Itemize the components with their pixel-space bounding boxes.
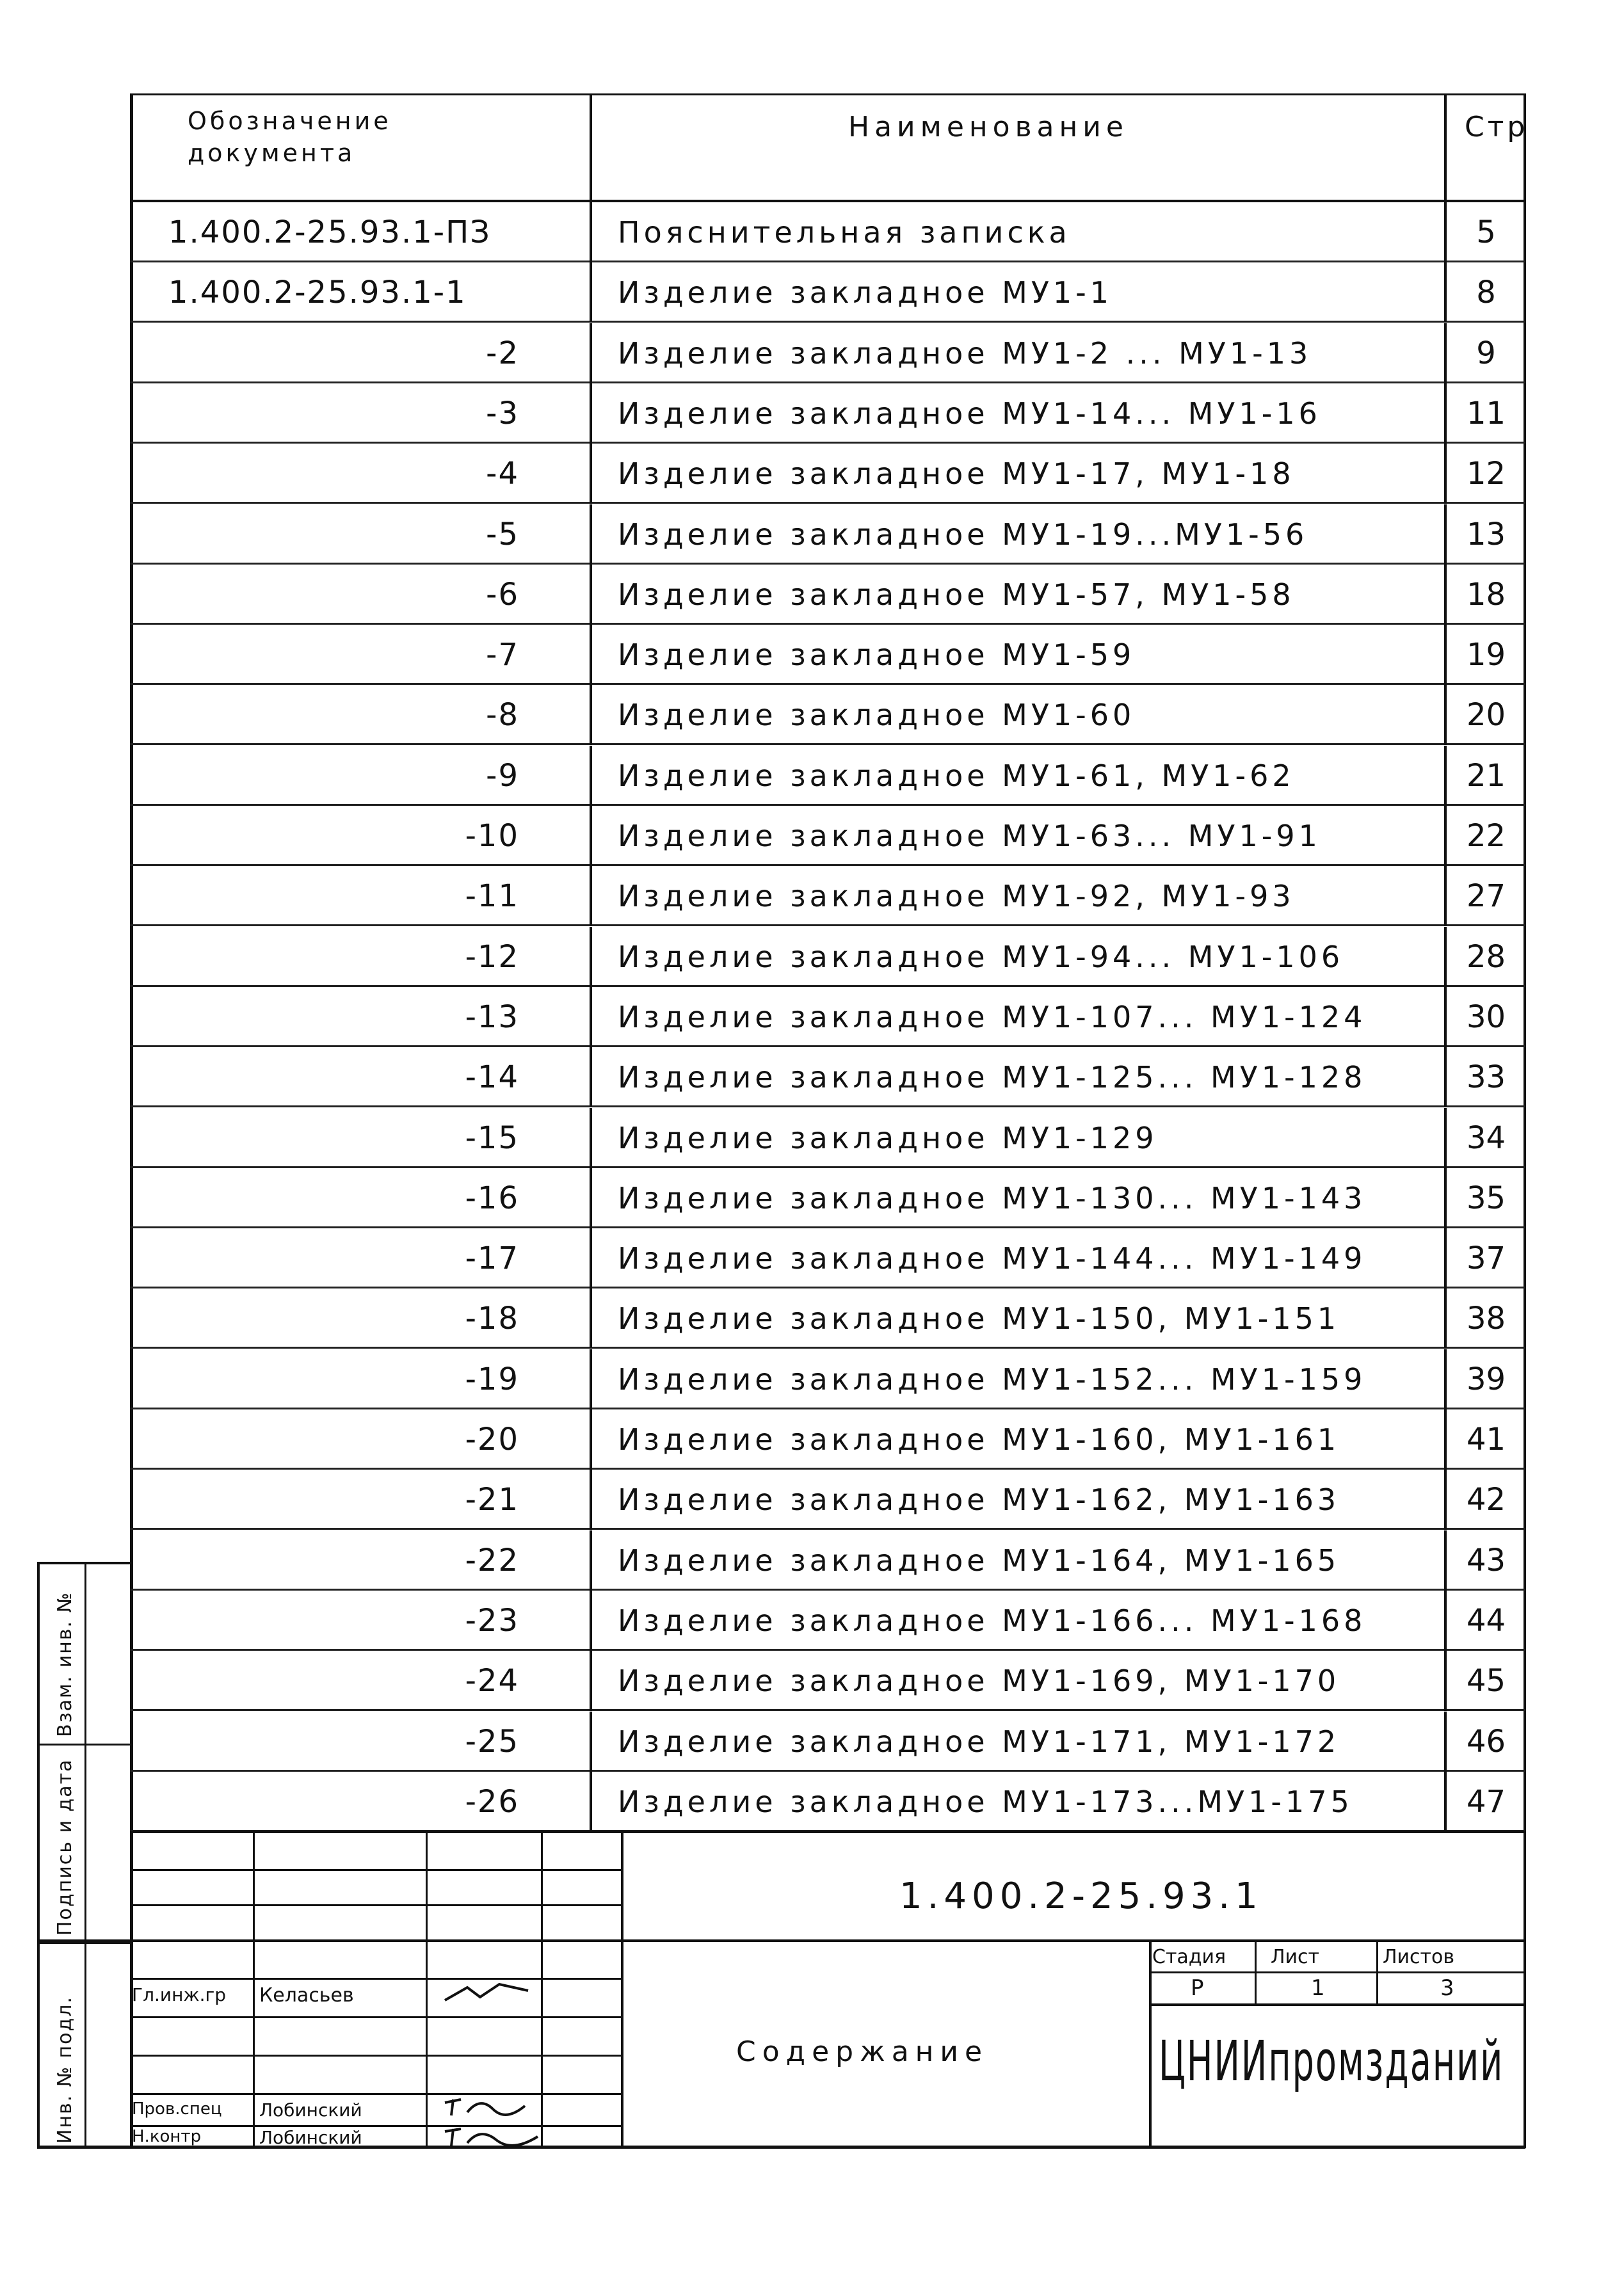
table-row (130, 1591, 1525, 1651)
doc-code-cell: -18 (130, 1288, 592, 1349)
table-row (130, 504, 1525, 565)
page-number-cell: 18 (1466, 576, 1506, 613)
table-row (130, 444, 1525, 504)
item-name-cell: Изделие закладное МУ1-166... МУ1-168 (592, 1591, 1447, 1651)
table-row (130, 262, 1525, 323)
tb-code: 1.400.2-25.93.1 (899, 1875, 1263, 1917)
item-name-cell: Изделие закладное МУ1-144... МУ1-149 (592, 1228, 1447, 1288)
tb-mid-line (37, 1939, 1525, 1942)
header-name-cell (592, 93, 1447, 202)
doc-code-cell: -20 (130, 1409, 592, 1470)
item-name-cell: Изделие закладное МУ1-129 (592, 1108, 1447, 1168)
tb-org: ЦНИИпромзданий (1159, 2029, 1504, 2094)
item-name-cell: Изделие закладное МУ1-92, МУ1-93 (592, 866, 1447, 926)
doc-code-cell: -22 (130, 1530, 592, 1591)
tb-line (1149, 1971, 1525, 1973)
page-number-cell: 12 (1466, 456, 1506, 492)
table-row (130, 1349, 1525, 1409)
page-number-cell: 5 (1476, 214, 1496, 250)
page-number-cell: 19 (1466, 637, 1506, 673)
tb-sheets: 3 (1440, 1975, 1454, 2001)
table-row (130, 1772, 1525, 1832)
item-name-cell: Изделие закладное МУ1-94... МУ1-106 (592, 927, 1447, 987)
page-number-cell: 45 (1466, 1663, 1506, 1699)
tb-title: Содержание (736, 2035, 989, 2068)
doc-code-cell: -14 (130, 1047, 592, 1107)
page-number-cell: 47 (1466, 1783, 1506, 1820)
page-number-cell: 22 (1466, 818, 1506, 854)
doc-code-cell: -16 (130, 1168, 592, 1228)
page-number-cell: 46 (1466, 1723, 1506, 1760)
doc-code-cell: 1.400.2-25.93.1-1 (130, 262, 592, 323)
table-row (130, 746, 1525, 806)
page-number-cell: 27 (1466, 878, 1506, 915)
table-row (130, 1712, 1525, 1772)
page-number-cell: 42 (1466, 1482, 1506, 1518)
page-number-cell: 43 (1466, 1542, 1506, 1578)
tb-vline (426, 1831, 428, 2147)
page-number-cell: 28 (1466, 938, 1506, 975)
item-name-cell: Изделие закладное МУ1-63... МУ1-91 (592, 806, 1447, 866)
frame-top (130, 93, 1525, 95)
page-number-cell: 9 (1476, 335, 1496, 371)
header-page-cell (1447, 93, 1529, 202)
tb-line (130, 2055, 623, 2057)
side-podpis-data: Подпись и дата (54, 1758, 76, 1936)
item-name-cell: Изделие закладное МУ1-17, МУ1-18 (592, 444, 1447, 504)
tb-person: Лобинский (259, 2099, 362, 2121)
table-row (130, 383, 1525, 444)
side-vline (84, 1564, 86, 2148)
signature-3 (442, 2124, 544, 2149)
tb-stage: Р (1191, 1975, 1204, 2001)
doc-code-cell: -23 (130, 1591, 592, 1651)
table-row (130, 927, 1525, 987)
doc-code-cell: -2 (130, 323, 592, 383)
item-name-cell: Изделие закладное МУ1-160, МУ1-161 (592, 1409, 1447, 1470)
signature-1 (442, 1978, 531, 2010)
table-row (130, 866, 1525, 926)
table-row (130, 323, 1525, 383)
doc-code-cell: -11 (130, 866, 592, 926)
table-row (130, 1168, 1525, 1228)
item-name-cell: Изделие закладное МУ1-150, МУ1-151 (592, 1288, 1447, 1349)
page-number-cell: 20 (1466, 697, 1506, 734)
doc-code-cell: -26 (130, 1772, 592, 1832)
page-number-cell: 37 (1466, 1240, 1506, 1277)
doc-code-cell: -25 (130, 1712, 592, 1772)
doc-code-cell: -3 (130, 383, 592, 444)
page-number-cell: 38 (1466, 1301, 1506, 1337)
item-name-cell: Изделие закладное МУ1-60 (592, 685, 1447, 745)
table-row (130, 625, 1525, 685)
tb-line (130, 1869, 623, 1871)
doc-code-cell: -4 (130, 444, 592, 504)
tb-vline (541, 1831, 543, 2147)
table-row (130, 806, 1525, 866)
page-number-cell: 33 (1466, 1059, 1506, 1096)
doc-code-cell: -17 (130, 1228, 592, 1288)
page-number-cell: 13 (1466, 516, 1506, 552)
doc-code-cell: -19 (130, 1349, 592, 1409)
table-row (130, 1108, 1525, 1168)
item-name-cell: Изделие закладное МУ1-107... МУ1-124 (592, 987, 1447, 1047)
doc-code-cell: -13 (130, 987, 592, 1047)
item-name-cell: Изделие закладное МУ1-173...МУ1-175 (592, 1772, 1447, 1832)
tb-vline (253, 1831, 255, 2147)
tb-role: Пров.спец (132, 2099, 222, 2119)
doc-code-cell: -8 (130, 685, 592, 745)
tb-stage-label: Стадия (1152, 1946, 1226, 1968)
tb-sheet-label: Лист (1271, 1946, 1320, 1968)
tb-line (130, 1904, 623, 1906)
doc-code-cell: -15 (130, 1108, 592, 1168)
item-name-cell: Изделие закладное МУ1-57, МУ1-58 (592, 565, 1447, 625)
signature-2 (442, 2090, 531, 2122)
table-row (130, 1288, 1525, 1349)
doc-code-cell: -9 (130, 746, 592, 806)
doc-code-cell: -21 (130, 1470, 592, 1530)
item-name-cell: Изделие закладное МУ1-61, МУ1-62 (592, 746, 1447, 806)
item-name-cell: Изделие закладное МУ1-59 (592, 625, 1447, 685)
doc-code-cell: -5 (130, 504, 592, 565)
tb-person: Келасьев (259, 1984, 354, 2007)
item-name-cell: Изделие закладное МУ1-19...МУ1-56 (592, 504, 1447, 565)
table-row (130, 1409, 1525, 1470)
doc-code-cell: -12 (130, 927, 592, 987)
side-hline (40, 1744, 133, 1745)
side-hline (40, 1942, 133, 1944)
doc-code-cell: 1.400.2-25.93.1-ПЗ (130, 202, 592, 262)
table-row (130, 202, 1525, 262)
header-doc-label: Обозначение документа (188, 107, 392, 167)
table-row (130, 1651, 1525, 1711)
item-name-cell: Изделие закладное МУ1-169, МУ1-170 (592, 1651, 1447, 1711)
table-row (130, 685, 1525, 745)
tb-line (130, 2093, 623, 2095)
header-page-label: Стр (1465, 111, 1529, 143)
tb-role: Н.контр (132, 2127, 202, 2146)
table-row (130, 1047, 1525, 1107)
tb-person: Лобинский (259, 2127, 362, 2148)
page-number-cell: 21 (1466, 757, 1506, 794)
doc-code-cell: -7 (130, 625, 592, 685)
item-name-cell: Изделие закладное МУ1-1 (592, 262, 1447, 323)
doc-code-cell: -10 (130, 806, 592, 866)
page-number-cell: 8 (1476, 275, 1496, 311)
item-name-cell: Изделие закладное МУ1-125... МУ1-128 (592, 1047, 1447, 1107)
side-stamp (37, 1562, 130, 2148)
table-row (130, 987, 1525, 1047)
tb-vline (1149, 1939, 1152, 2147)
item-name-cell: Изделие закладное МУ1-171, МУ1-172 (592, 1712, 1447, 1772)
page-number-cell: 41 (1466, 1422, 1506, 1457)
tb-role: Гл.инж.гр (132, 1984, 226, 2005)
tb-sheets-label: Листов (1383, 1946, 1455, 1968)
table-row (130, 1530, 1525, 1591)
side-vzam-inv: Взам. инв. № (54, 1591, 76, 1737)
page-number-cell: 11 (1466, 395, 1506, 431)
header-name-label: Наименование (848, 111, 1129, 143)
tb-line (130, 1978, 623, 1980)
header-doc-cell (130, 93, 592, 202)
page-number-cell: 34 (1466, 1119, 1506, 1156)
item-name-cell: Изделие закладное МУ1-162, МУ1-163 (592, 1470, 1447, 1530)
tb-line (130, 2125, 623, 2127)
tb-vline (621, 1831, 623, 2147)
tb-line (130, 2016, 623, 2018)
page-number-cell: 35 (1466, 1180, 1506, 1216)
table-row (130, 1470, 1525, 1530)
tb-top-line (130, 1831, 1525, 1833)
item-name-cell: Изделие закладное МУ1-164, МУ1-165 (592, 1530, 1447, 1591)
item-name-cell: Изделие закладное МУ1-152... МУ1-159 (592, 1349, 1447, 1409)
page-number-cell: 44 (1466, 1602, 1506, 1639)
tb-sheet: 1 (1311, 1975, 1325, 2001)
tb-line (1149, 2003, 1525, 2006)
item-name-cell: Пояснительная записка (592, 202, 1447, 262)
item-name-cell: Изделие закладное МУ1-14... МУ1-16 (592, 383, 1447, 444)
doc-code-cell: -24 (130, 1651, 592, 1711)
doc-code-cell: -6 (130, 565, 592, 625)
page-number-cell: 39 (1466, 1361, 1506, 1397)
side-inv-podl: Инв. № подл. (54, 1996, 76, 2144)
table-row (130, 1228, 1525, 1288)
table-row (130, 565, 1525, 625)
page-number-cell: 30 (1466, 999, 1506, 1035)
item-name-cell: Изделие закладное МУ1-130... МУ1-143 (592, 1168, 1447, 1228)
item-name-cell: Изделие закладное МУ1-2 ... МУ1-13 (592, 323, 1447, 383)
